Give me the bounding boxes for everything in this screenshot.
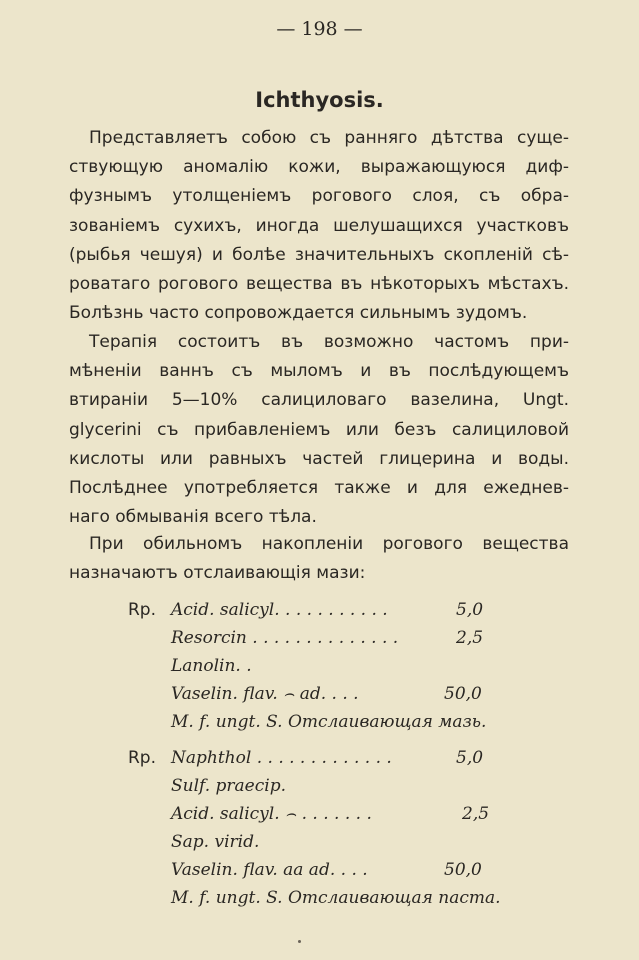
section-title: Ichthyosis. [255,88,384,112]
recipe-ingredient: Vaselin. flav. aa ad. . . . [171,860,368,880]
recipe-instruction: M. f. ungt. S. Отслаивающая мазь. [171,712,487,732]
recipe-amount: 2,5 [456,628,484,648]
print-speck [298,940,301,943]
text-line: наго обмыванія всего тѣла. [69,507,317,528]
recipe-amount: 50,0 [444,684,482,704]
recipe-ingredient: Sulf. praecip. [171,776,286,796]
recipe-rp-label: Rp. [128,600,157,620]
text-line: фузнымъ утолщеніемъ рогового слоя, съ обра- [69,186,569,207]
recipe-ingredient: Vaselin. flav. ⌢ ad. . . . [171,684,359,704]
recipe-amount: 5,0 [456,748,484,768]
text-line: Представляетъ собою съ ранняго дѣтства суще- [89,128,569,148]
text-line: ствующую аномалію кожи, выражающуюся диф- [69,157,569,178]
text-line: роватаго рогового вещества въ нѣкоторыхъ мѣстахъ. [69,273,569,294]
text-line: Болѣзнь часто сопровождается сильнымъ зудомъ. [69,303,528,324]
recipe-ingredient: Resorcin . . . . . . . . . . . . . . [171,628,399,648]
recipe-amount: 5,0 [456,600,484,620]
text-line: кислоты или равныхъ частей глицерина и воды. [69,448,569,469]
text-line: При обильномъ накопленіи рогового вещества [89,534,569,554]
text-line: втираніи 5—10% салициловаго вазелина, Ungt. [69,390,569,411]
text-line: glycerini съ прибавленіемъ или безъ салициловой [69,419,569,440]
paragraph-therapy [69,328,569,532]
page-number: — 198 — [276,18,363,40]
recipe-ingredient: Lanolin. . [171,656,252,676]
text-line: (рыбья чешуя) и болѣе значительныхъ скопленій сѣ- [69,244,569,265]
recipe-ingredient: Acid. salicyl. . . . . . . . . . . [171,600,388,620]
paragraph-description [69,124,569,328]
recipe-amount: 50,0 [444,860,482,880]
text-line: назначаютъ отслаивающія мази: [69,563,366,584]
recipe-ingredient: Sap. virid. [171,832,260,852]
recipe-ingredient: Naphthol . . . . . . . . . . . . . [171,748,392,768]
text-line: Послѣднее употребляется также и для ежеднев- [69,477,569,498]
recipe-ingredient: Acid. salicyl. ⌢ . . . . . . . [171,804,372,824]
recipe-amount: 2,5 [462,804,490,824]
text-line: Терапія состоитъ въ возможно частомъ при- [89,332,569,352]
text-line: мѣненіи ваннъ съ мыломъ и въ послѣдующемъ [69,361,569,382]
text-line: зованіемъ сухихъ, иногда шелушащихся участковъ [69,215,569,236]
recipe-instruction: M. f. ungt. S. Отслаивающая паста. [171,888,501,908]
recipe-rp-label: Rp. [128,748,157,768]
paragraph-ointments [69,530,569,588]
